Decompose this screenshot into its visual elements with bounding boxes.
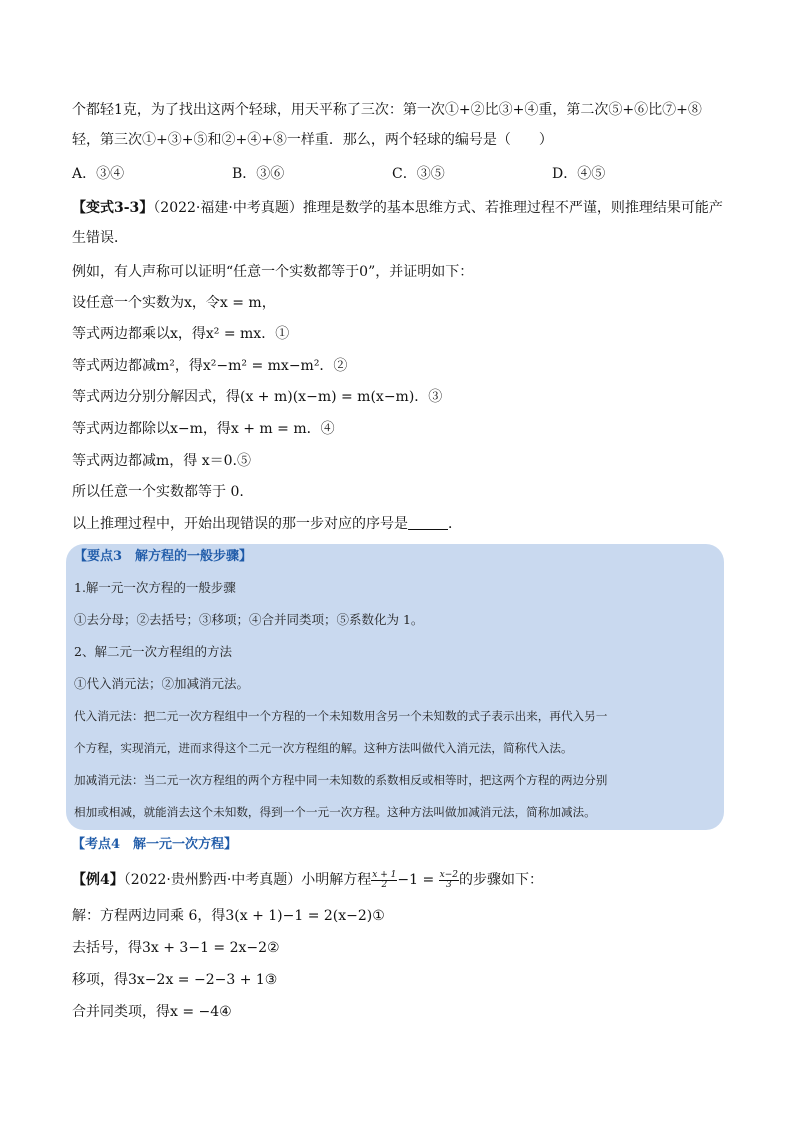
- proof-step-4: 等式两边都除以x−m，得x + m = m．④: [72, 421, 335, 437]
- example4-header: [72, 870, 543, 890]
- proof-conclusion: 所以任意一个实数都等于 0.: [72, 484, 244, 500]
- fraction-2-den: 3: [445, 879, 452, 890]
- variant-header: [72, 198, 723, 218]
- option-a: A．③④: [72, 166, 125, 182]
- option-c: C．③⑤: [392, 166, 445, 182]
- proof-step-0: 设任意一个实数为x，令x = m，: [72, 295, 276, 311]
- fraction-1: [371, 871, 397, 890]
- keypoint-title: 【要点3 解方程的一般步骤】: [74, 549, 253, 564]
- solution-step-1: 解：方程两边同乘 6，得3(x + 1)−1 = 2(x−2)①: [72, 908, 385, 924]
- example4-pre: 小明解方程: [301, 872, 372, 888]
- kaodian-heading: 【考点4 解一元一次方程】: [72, 837, 238, 852]
- fraction-1-den: 2: [381, 879, 388, 890]
- proof-step-1: 等式两边都乘以x，得x² = mx．①: [72, 326, 290, 342]
- keypoint-line-4: ①代入消元法；②加减消元法。: [74, 676, 250, 691]
- variant-example: 例如，有人声称可以证明“任意一个实数都等于0”，并证明如下：: [72, 264, 474, 280]
- example4-mid: −1 =: [397, 872, 439, 888]
- proof-step-5: 等式两边都减m，得 x＝0.⑤: [72, 453, 251, 469]
- example4-post: 的步骤如下：: [458, 872, 543, 888]
- fraction-2: [439, 871, 459, 890]
- variant-question: [72, 514, 462, 534]
- option-b: B．③⑥: [232, 166, 285, 182]
- keypoint-line-6: 个方程，实现消元，进而求得这个二元一次方程组的解。这种方法叫做代入消元法，简称代入法。: [74, 741, 573, 755]
- problem-line-2: 轻，第三次①+③+⑤和②+④+⑧一样重．那么，两个轻球的编号是（ ）: [72, 132, 553, 148]
- question-period: ．: [448, 516, 462, 532]
- option-d: D．④⑤: [552, 166, 606, 182]
- proof-step-2: 等式两边都减m²，得x²−m² = mx−m²．②: [72, 358, 348, 374]
- keypoint-line-5: 代入消元法：把二元一次方程组中一个方程的一个未知数用含另一个未知数的式子表示出来，再代入另一: [74, 709, 608, 723]
- solution-step-4: 合并同类项，得x = −4④: [72, 1004, 232, 1020]
- variant-tag: 【变式3-3】: [72, 200, 154, 216]
- answer-blank[interactable]: [408, 515, 448, 530]
- question-text: 以上推理过程中，开始出现错误的那一步对应的序号是: [72, 516, 408, 532]
- variant-source: （2022·福建·中考真题）: [153, 200, 303, 216]
- keypoint-line-3: 2、解二元一次方程组的方法: [74, 644, 232, 659]
- fraction-1-num: x + 1: [372, 869, 397, 880]
- keypoint-line-8: 相加或相减，就能消去这个未知数，得到一个一元一次方程。这种方法叫做加减消元法，简称加减法。: [74, 805, 596, 819]
- keypoint-line-2: ①去分母；②去括号；③移项；④合并同类项；⑤系数化为 1。: [74, 612, 424, 627]
- example4-source: （2022·贵州黔西·中考真题）: [123, 872, 302, 888]
- keypoint-line-7: 加减消元法：当二元一次方程组的两个方程中同一未知数的系数相反或相等时，把这两个方程的两边分别: [74, 773, 608, 787]
- problem-line-1: 个都轻1克，为了找出这两个轻球，用天平称了三次：第一次①+②比③+④重，第二次⑤+⑥比⑦+⑧: [72, 102, 702, 118]
- keypoint-line-1: 1.解一元一次方程的一般步骤: [74, 580, 236, 595]
- proof-step-3: 等式两边分别分解因式，得(x + m)(x−m) = m(x−m)．③: [72, 389, 443, 405]
- solution-step-3: 移项，得3x−2x = −2−3 + 1③: [72, 972, 278, 988]
- example4-tag: 【例4】: [72, 872, 124, 888]
- variant-text-1: 推理是数学的基本思维方式、若推理过程不严谨，则推理结果可能产: [302, 200, 723, 216]
- fraction-2-num: x−2: [439, 869, 458, 880]
- solution-step-2: 去括号，得3x + 3−1 = 2x−2②: [72, 940, 280, 956]
- variant-text-2: 生错误．: [72, 230, 128, 246]
